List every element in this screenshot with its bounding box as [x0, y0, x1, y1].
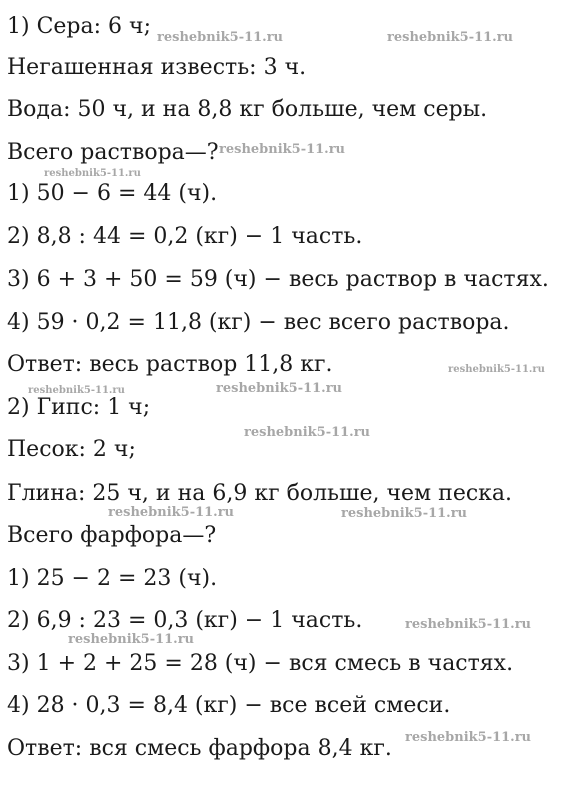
watermark: reshebnik5-11.ru	[244, 425, 371, 440]
watermark: reshebnik5-11.ru	[108, 505, 235, 520]
line-14: 1) 25 − 2 = 23 (ч).	[7, 566, 218, 591]
line-11: Песок: 2 ч;	[7, 437, 136, 462]
line-16: 3) 1 + 2 + 25 = 28 (ч) − вся смесь в частях.	[7, 651, 514, 676]
line-18: Ответ: вся смесь фарфора 8,4 кг.	[7, 736, 392, 761]
line-10: 2) Гипс: 1 ч;	[7, 395, 151, 420]
line-7: 3) 6 + 3 + 50 = 59 (ч) − весь раствор в частях.	[7, 267, 549, 292]
line-1: 1) Сера: 6 ч;	[7, 14, 151, 39]
line-9: Ответ: весь раствор 11,8 кг.	[7, 352, 333, 377]
line-8: 4) 59 · 0,2 = 11,8 (кг) − вес всего раствора.	[7, 310, 510, 335]
watermark: reshebnik5-11.ru	[405, 730, 532, 745]
watermark: reshebnik5-11.ru	[405, 617, 532, 632]
line-15: 2) 6,9 : 23 = 0,3 (кг) − 1 часть.	[7, 608, 363, 633]
watermark: reshebnik5-11.ru	[68, 632, 195, 647]
watermark: reshebnik5-11.ru	[44, 168, 141, 179]
watermark: reshebnik5-11.ru	[219, 142, 346, 157]
line-17: 4) 28 · 0,3 = 8,4 (кг) − все всей смеси.	[7, 693, 451, 718]
watermark: reshebnik5-11.ru	[28, 385, 125, 396]
watermark: reshebnik5-11.ru	[448, 364, 545, 375]
line-4: Всего раствора—?	[7, 140, 219, 165]
watermark: reshebnik5-11.ru	[387, 30, 514, 45]
watermark: reshebnik5-11.ru	[216, 381, 343, 396]
line-3: Вода: 50 ч, и на 8,8 кг больше, чем серы.	[7, 97, 488, 122]
line-5: 1) 50 − 6 = 44 (ч).	[7, 181, 218, 206]
line-2: Негашенная известь: 3 ч.	[7, 55, 307, 80]
line-12: Глина: 25 ч, и на 6,9 кг больше, чем песка.	[7, 481, 513, 506]
watermark: reshebnik5-11.ru	[341, 506, 468, 521]
watermark: reshebnik5-11.ru	[157, 30, 284, 45]
line-6: 2) 8,8 : 44 = 0,2 (кг) − 1 часть.	[7, 224, 363, 249]
line-13: Всего фарфора—?	[7, 523, 217, 548]
